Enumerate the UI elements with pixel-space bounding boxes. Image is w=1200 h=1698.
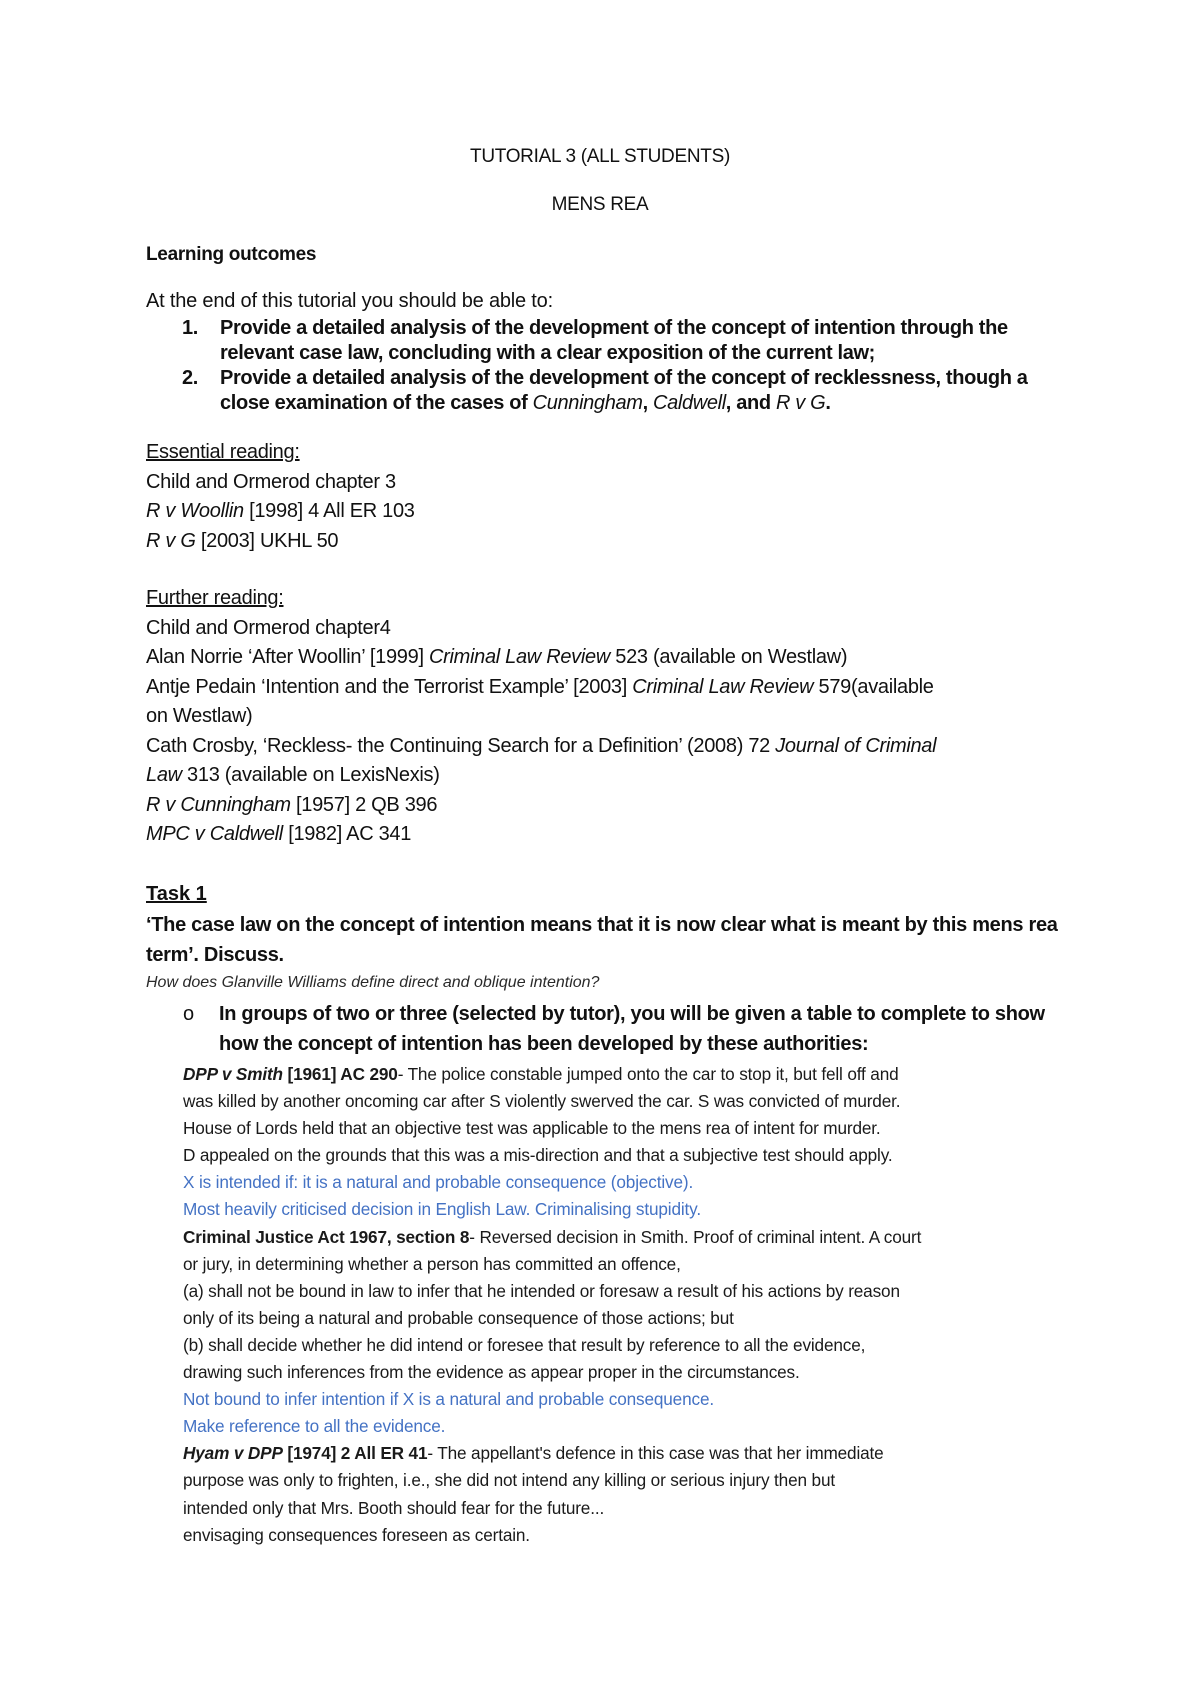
- case-name: Cunningham: [532, 392, 643, 414]
- outcome-item-1: [146, 316, 1076, 366]
- journal-name: Law: [146, 764, 182, 786]
- outcome-text: Provide a detailed analysis of the development of the concept of recklessness, though a close examination of the cases of: [220, 367, 1028, 414]
- learning-outcomes-intro: At the end of this tutorial you should be able to:: [146, 290, 553, 312]
- note-line: [183, 1224, 1063, 1251]
- learning-outcomes-heading: Learning outcomes: [146, 244, 317, 265]
- note-text: - Reversed decision in Smith. Proof of criminal intent. A court: [469, 1226, 922, 1247]
- task-1-title: Task 1: [146, 883, 207, 905]
- group-instruction-text: In groups of two or three (selected by tutor), you will be given a table to complete to show how the concept of intention has been developed by these authorities:: [219, 1003, 1045, 1055]
- note-line: [183, 1440, 1063, 1467]
- note-text: - The appellant's defence in this case was that her immediate: [427, 1443, 884, 1464]
- case-name: R v Woollin: [146, 500, 244, 522]
- learning-outcomes-list: [146, 316, 1076, 416]
- note-line: only of its being a natural and probable consequence of those actions; but: [183, 1307, 734, 1328]
- note-line: purpose was only to frighten, i.e., she did not intend any killing or serious injury then but: [183, 1470, 835, 1491]
- essential-reading-heading: Essential reading:: [146, 441, 300, 463]
- reading-text: Cath Crosby, ‘Reckless- the Continuing Search for a Definition’ (2008) 72: [146, 734, 776, 757]
- separator: ,: [642, 392, 653, 414]
- note-line: House of Lords held that an objective test was applicable to the mens rea of intent for murder.: [183, 1118, 881, 1139]
- citation: [1982] AC 341: [282, 823, 412, 845]
- reading-text: 313 (available on LexisNexis): [181, 764, 440, 786]
- case-name: DPP v Smith: [183, 1064, 283, 1084]
- note-annotation: Make reference to all the evidence.: [183, 1416, 446, 1437]
- reading-item: [146, 497, 1086, 527]
- further-reading-heading: Further reading:: [146, 587, 284, 609]
- note-annotation: X is intended if: it is a natural and probable consequence (objective).: [183, 1172, 694, 1193]
- case-name: Caldwell: [653, 392, 726, 414]
- citation: [1998] 4 All ER 103: [243, 500, 415, 522]
- journal-name: Criminal Law Review: [428, 646, 610, 668]
- reading-text: 579(available: [813, 675, 934, 698]
- case-notes: [183, 1061, 1063, 1549]
- outcome-item-2: [146, 366, 1076, 416]
- note-line: D appealed on the grounds that this was a mis-direction and that a subjective test should apply.: [183, 1145, 893, 1166]
- outcome-number: 2.: [182, 367, 198, 389]
- reading-item: [146, 820, 1086, 850]
- note-annotation: Not bound to infer intention if X is a natural and probable consequence.: [183, 1389, 714, 1410]
- case-name: R v G: [775, 392, 826, 414]
- task-1-question: ‘The case law on the concept of intention means that it is now clear what is meant by this mens rea term’. Discuss.: [146, 914, 1058, 966]
- note-line: drawing such inferences from the evidence as appear proper in the circumstances.: [183, 1362, 800, 1383]
- reading-item: [146, 761, 1086, 791]
- note-line: (b) shall decide whether he did intend or foresee that result by reference to all the evidence,: [183, 1334, 866, 1355]
- reading-item: [146, 791, 1086, 821]
- case-name: Hyam v DPP: [183, 1443, 283, 1464]
- note-text: - The police constable jumped onto the car to stop it, but fell off and: [397, 1064, 899, 1084]
- bullet-icon: o: [183, 1003, 194, 1025]
- note-line: (a) shall not be bound in law to infer that he intended or foresaw a result of his actions by reason: [183, 1280, 900, 1301]
- note-line: envisaging consequences foreseen as certain.: [183, 1524, 530, 1545]
- reading-item: Child and Ormerod chapter4: [146, 616, 391, 639]
- reading-item: [146, 732, 1086, 762]
- note-line: [183, 1061, 1063, 1088]
- citation: [2003] UKHL 50: [195, 529, 339, 552]
- case-name: R v Cunningham: [146, 793, 291, 816]
- further-reading-section: [146, 584, 1086, 850]
- reading-item: Child and Ormerod chapter 3: [146, 470, 396, 493]
- journal-name: Criminal Law Review: [632, 675, 814, 698]
- separator: , and: [725, 392, 776, 414]
- reading-item: [146, 643, 1086, 673]
- document-subtitle: MENS REA: [551, 194, 649, 215]
- reading-text: Alan Norrie ‘After Woollin’ [1999]: [146, 646, 429, 668]
- note-line: or jury, in determining whether a person has committed an offence,: [183, 1253, 681, 1274]
- citation: [1961] AC 290: [282, 1064, 398, 1084]
- journal-name: Journal of Criminal: [775, 734, 937, 757]
- note-line: was killed by another oncoming car after S violently swerved the car. S was convicted of murder.: [183, 1091, 901, 1112]
- reading-item: on Westlaw): [146, 705, 253, 727]
- statute-name: Criminal Justice Act 1967, section 8: [183, 1226, 470, 1247]
- reading-item: [146, 527, 1086, 557]
- task-1-subquestion: How does Glanville Williams define direct and oblique intention?: [146, 974, 600, 991]
- separator: .: [825, 392, 831, 414]
- reading-text: Antje Pedain ‘Intention and the Terrorist Example’ [2003]: [146, 675, 633, 698]
- outcome-text: Provide a detailed analysis of the development of the concept of intention through the relevant case law, concluding with a clear exposition of the current law;: [220, 317, 1008, 364]
- note-annotation: Most heavily criticised decision in English Law. Criminalising stupidity.: [183, 1199, 701, 1220]
- note-line: intended only that Mrs. Booth should fear for the future...: [183, 1497, 605, 1518]
- essential-reading-section: [146, 438, 1086, 556]
- case-name: R v G: [146, 529, 196, 552]
- reading-text: 523 (available on Westlaw): [610, 646, 848, 668]
- citation: [1974] 2 All ER 41: [282, 1443, 428, 1464]
- outcome-number: 1.: [182, 317, 198, 339]
- task-1-group-instruction: [183, 999, 1063, 1059]
- case-name: MPC v Caldwell: [146, 823, 283, 845]
- citation: [1957] 2 QB 396: [290, 793, 438, 816]
- reading-item: [146, 673, 1086, 703]
- document-title: TUTORIAL 3 (ALL STUDENTS): [470, 146, 730, 167]
